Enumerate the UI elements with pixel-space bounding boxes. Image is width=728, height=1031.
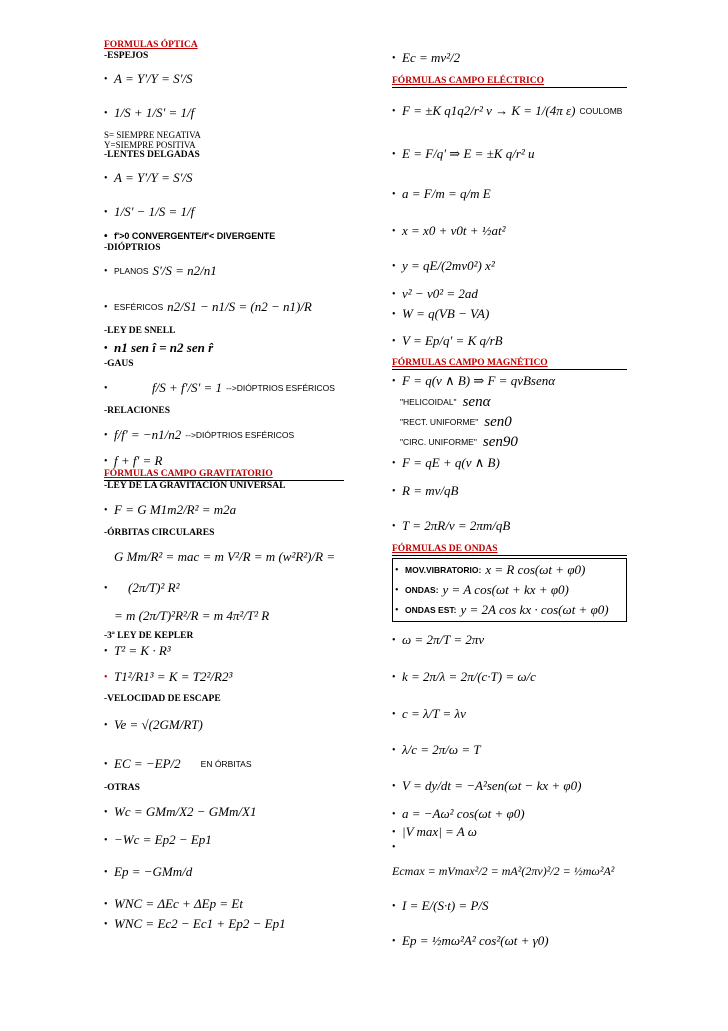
- title-magnetico: FÓRMULAS CAMPO MAGNÉTICO: [392, 358, 627, 370]
- note-s-negativa: S= SIEMPRE NEGATIVA: [104, 130, 201, 140]
- formula-orbitas2b: = m (2π/T)²R²/R = m 4π²/T² R: [114, 608, 270, 623]
- note-y-positiva: Y=SIEMPRE POSITIVA: [104, 140, 196, 150]
- formula-aumento-espejo: • A = Y'/Y = S'/S: [104, 71, 193, 86]
- heading-ley-gravitacion: -LEY DE LA GRAVITACIÓN UNIVERSAL: [104, 481, 286, 491]
- formula-gaus: • f/S + f'/S' = 1 -->DIÓPTRIOS ESFÉRICOS: [104, 380, 335, 395]
- formula-orbitas2a: • (2π/T)² R²: [104, 580, 180, 595]
- formula-radio: • R = mv/qB: [392, 483, 459, 498]
- formula-ondas: • ONDAS: y = A cos(ωt + kx + φ0): [395, 582, 569, 597]
- ondas-box: [392, 558, 627, 622]
- formula-ep: • Ep = −GMm/d: [104, 864, 193, 879]
- formula-lorentz: • F = q(v ∧ B) ⇒ F = qvBsenα: [392, 373, 556, 388]
- formula-a-ondas: • a = −Aω² cos(ωt + φ0): [392, 806, 525, 821]
- formula-omega: • ω = 2π/T = 2πν: [392, 632, 485, 647]
- heading-lentes: -LENTES DELGADAS: [104, 150, 200, 160]
- formula-relacion1: • f/f' = −n1/n2 -->DIÓPTRIOS ESFÉRICOS: [104, 427, 295, 442]
- formula-lambda: • λ/c = 2π/ω = T: [392, 742, 481, 757]
- formula-ecin: • Ec = mv²/2: [392, 50, 461, 65]
- heading-kepler: -3ª LEY DE KEPLER: [104, 631, 194, 641]
- right-column: [392, 40, 627, 958]
- case-helicoidal: "HELICOIDAL" senα: [400, 393, 491, 410]
- formula-intensidad: • I = E/(S·t) = P/S: [392, 898, 489, 913]
- formula-aceleracion: • a = F/m = q/m E: [392, 186, 491, 201]
- formula-ondas-est: • ONDAS EST: y = 2A cos kx · cos(ωt + φ0): [395, 602, 609, 617]
- formula-kepler1: • T² = K · R³: [104, 643, 171, 658]
- formula-minus-wc: • −Wc = Ep2 − Ep1: [104, 832, 212, 847]
- heading-dioptrios: -DIÓPTRIOS: [104, 243, 161, 253]
- formula-wnc2: • WNC = Ec2 − Ec1 + Ep2 − Ep1: [104, 916, 286, 931]
- formula-trabajo: • W = q(VB − VA): [392, 306, 490, 321]
- formula-espejo: • 1/S + 1/S' = 1/f: [104, 105, 195, 120]
- heading-snell: -LEY DE SNELL: [104, 326, 176, 336]
- formula-ecmax: Ecmax = mVmax²/2 = mA²(2πν)²/2 = ½mω²A²: [392, 863, 615, 878]
- formula-posicion-x: • x = x0 + v0t + ½at²: [392, 223, 506, 238]
- formula-coulomb: • F = ±K q1q2/r² v → K = 1/(4π ε) COULOMB: [392, 103, 623, 118]
- formula-convergente: • f'>0 CONVERGENTE/f'< DIVERGENTE: [104, 230, 276, 242]
- title-gravitatorio: FÓRMULAS CAMPO GRAVITATORIO: [104, 469, 344, 481]
- formula-lorentz2: • F = qE + q(v ∧ B): [392, 455, 500, 470]
- title-optica: FORMULAS ÓPTICA: [104, 40, 198, 50]
- formula-kepler2: • T1²/R1³ = K = T2²/R2³: [104, 669, 233, 684]
- heading-relaciones: -RELACIONES: [104, 406, 170, 416]
- heading-espejos: -ESPEJOS: [104, 51, 149, 61]
- case-circ-uniforme: "CIRC. UNIFORME" sen90: [400, 433, 518, 450]
- formula-wc: • Wc = GMm/X2 − GMm/X1: [104, 804, 257, 819]
- formula-k: • k = 2π/λ = 2π/(c·T) = ω/c: [392, 669, 536, 684]
- formula-planos: • PLANOS S'/S = n2/n1: [104, 263, 217, 278]
- formula-periodo: • T = 2πR/v = 2πm/qB: [392, 518, 511, 533]
- formula-esfericos: • ESFÉRICOS n2/S1 − n1/S = (n2 − n1)/R: [104, 299, 312, 314]
- formula-vmax: • |V max| = A ω: [392, 824, 477, 839]
- formula-ec-orbita: • EC = −EP/2 EN ÓRBITAS: [104, 756, 252, 771]
- case-rect-uniforme: "RECT. UNIFORME" sen0: [400, 413, 512, 430]
- heading-escape: -VELOCIDAD DE ESCAPE: [104, 694, 221, 704]
- formula-posicion-y: • y = qE/(2mv0²) x²: [392, 258, 495, 273]
- formula-orbitas1: G Mm/R² = mac = m V²/R = m (w²R²)/R =: [114, 549, 336, 564]
- formula-newton: • F = G M1m2/R² = m2a: [104, 502, 237, 517]
- formula-velocidad: • V = dy/dt = −A²sen(ωt − kx + φ0): [392, 778, 582, 793]
- left-column: [104, 40, 344, 934]
- bullet-empty: •: [392, 841, 396, 853]
- formula-wnc1: • WNC = ΔEc + ΔEp = Et: [104, 896, 243, 911]
- title-ondas: FÓRMULAS DE ONDAS: [392, 544, 627, 556]
- formula-aumento-lente: • A = Y'/Y = S'/S: [104, 170, 193, 185]
- formula-mov-vibratorio: • MOV.VIBRATORIO: x = R cos(ωt + φ0): [395, 562, 586, 577]
- title-electrico: FÓRMULAS CAMPO ELÉCTRICO: [392, 76, 627, 88]
- heading-otras: -OTRAS: [104, 783, 140, 793]
- formula-potencial: • V = Ep/q' = K q/rB: [392, 333, 503, 348]
- formula-c: • c = λ/T = λν: [392, 706, 466, 721]
- heading-gaus: -GAUS: [104, 359, 134, 369]
- formula-vescape: • Ve = √(2GM/RT): [104, 717, 203, 732]
- formula-snell: • n1 sen î = n2 sen r̂: [104, 340, 214, 355]
- formula-lente: • 1/S' − 1/S = 1/f: [104, 204, 195, 219]
- formula-relacion2: • f + f' = R: [104, 453, 163, 468]
- formula-ep-ondas: • Ep = ½mω²A² cos²(ωt + γ0): [392, 933, 549, 948]
- formula-campo: • E = F/q' ⇒ E = ±K q/r² u: [392, 146, 535, 161]
- formula-v2: • v² − v0² = 2ad: [392, 286, 478, 301]
- heading-orbitas: -ÓRBITAS CIRCULARES: [104, 528, 215, 538]
